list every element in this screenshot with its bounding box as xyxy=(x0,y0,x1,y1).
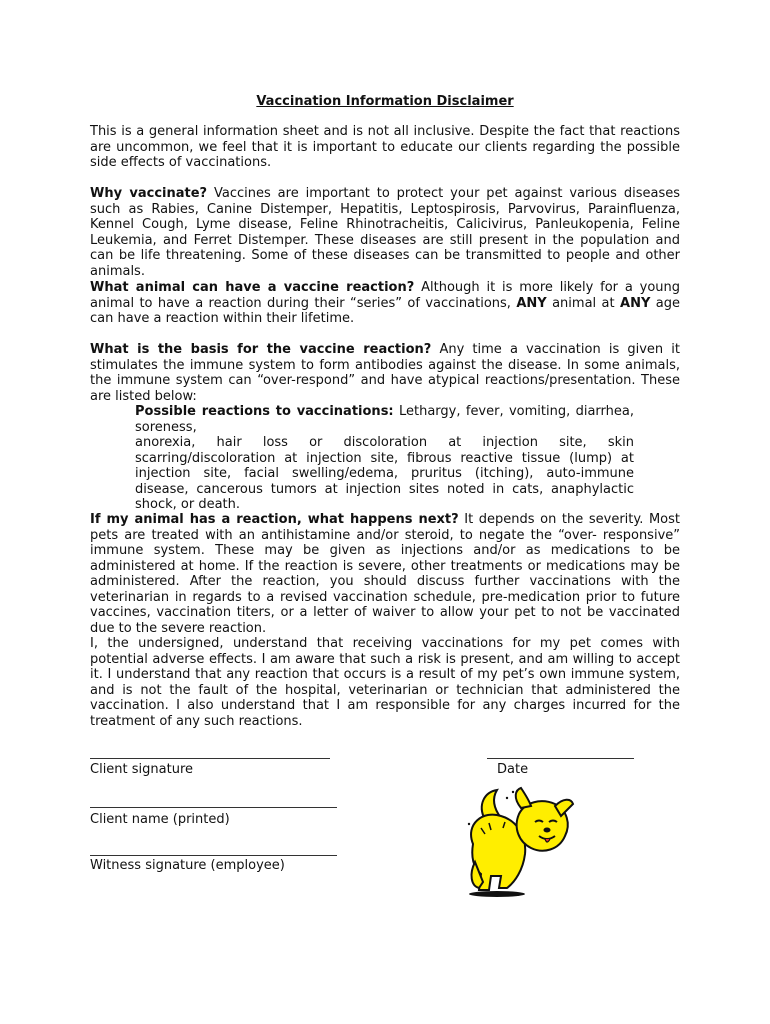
possible-reactions-block xyxy=(135,404,634,513)
next-steps-text: It depends on the severity. Most pets are treated with an antihistamine and/or steroid, to negate the “over- responsive” immune system. These may be given as injections and/or as medications to be administered at home. If the reaction is severe, other treatments or medications may be administered. After the reaction, you should discuss further vaccinations with the veterinarian in regards to a revised vaccination schedule, pre-medication prior to future vaccines, vaccination titers, or a letter of waiver to allow your pet to not be vaccinated due to the severe reaction. xyxy=(90,512,680,636)
client-signature-label: Client signature xyxy=(90,762,194,777)
basis-paragraph xyxy=(90,342,680,404)
client-name-line[interactable] xyxy=(90,807,337,808)
consent-paragraph: I, the undersigned, understand that receiving vaccinations for my pet comes with potential adverse effects. I am aware that such a risk is present, and am willing to accept it. I understand that any reaction that occurs is a result of my pet’s own immune system, and is not the fault of the hospital, veterinarian or technician that administered the vaccination. I also understand that I am responsible for any charges incurred for the treatment of any such reactions. xyxy=(90,636,680,729)
why-vaccinate-heading: Why vaccinate? xyxy=(90,186,208,201)
possible-reactions-text-1: Lethargy, fever, vomiting, diarrhea, soreness, xyxy=(135,404,634,435)
any-emphasis-1: ANY xyxy=(516,295,547,311)
what-animal-text-3: age can have a reaction within their lifetime. xyxy=(90,295,680,326)
what-animal-text-2: animal at xyxy=(546,295,621,311)
any-emphasis-2: ANY xyxy=(620,295,651,311)
possible-reactions-text-2: anorexia, hair loss or discoloration at injection site, skin scarring/discoloration at injection site, fibrous reactive tissue (lump) at injection site, facial swelling/edema, pruritus (itching), auto-immune disease, cancerous tumors at injection sites noted in cats, anaphylactic shock, or death. xyxy=(135,435,634,512)
witness-signature-line[interactable] xyxy=(90,855,337,856)
basis-heading: What is the basis for the vaccine reaction? xyxy=(90,342,432,357)
dog-nose xyxy=(544,828,551,833)
client-signature-line[interactable] xyxy=(90,758,330,759)
possible-reactions-heading: Possible reactions to vaccinations: xyxy=(135,404,394,419)
dog-shadow xyxy=(469,891,525,897)
client-name-label: Client name (printed) xyxy=(90,812,230,827)
dog-ear xyxy=(516,788,531,808)
basis-text: Any time a vaccination is given it stimulates the immune system to form antibodies against the disease. In some animals, the immune system can “over-respond” and have atypical reactions/presentation. These are listed below: xyxy=(90,342,681,404)
document-title: Vaccination Information Disclaimer xyxy=(256,94,514,109)
intro-paragraph: This is a general information sheet and is not all inclusive. Despite the fact that reactions are uncommon, we feel that it is important to educate our clients regarding the possible side effects of vaccinations. xyxy=(90,124,680,170)
witness-signature-label: Witness signature (employee) xyxy=(90,858,285,873)
next-steps-paragraph xyxy=(90,512,680,636)
date-label: Date xyxy=(497,762,529,777)
what-animal-text-1: Although it is more likely for a young animal to have a reaction during their “series” of vaccinations, xyxy=(90,280,680,311)
why-vaccinate-paragraph xyxy=(90,186,680,279)
why-vaccinate-text: Vaccines are important to protect your pet against various diseases such as Rabies, Canine Distemper, Hepatitis, Leptospirosis, Parvovirus, Parainfluenza, Kennel Cough, Lyme disease, Feline Rhinotracheitis, Calicivirus, Panleukopenia, Feline Leukemia, and Ferret Distemper. These diseases are still present in the population and can be life threatening. Some of these diseases can be transmitted to people and other animals. xyxy=(90,186,680,279)
date-line[interactable] xyxy=(487,758,634,759)
next-steps-heading: If my animal has a reaction, what happens next? xyxy=(90,512,459,527)
what-animal-paragraph xyxy=(90,280,680,327)
what-animal-heading: What animal can have a vaccine reaction? xyxy=(90,280,415,295)
yellow-dog-illustration xyxy=(455,784,575,904)
